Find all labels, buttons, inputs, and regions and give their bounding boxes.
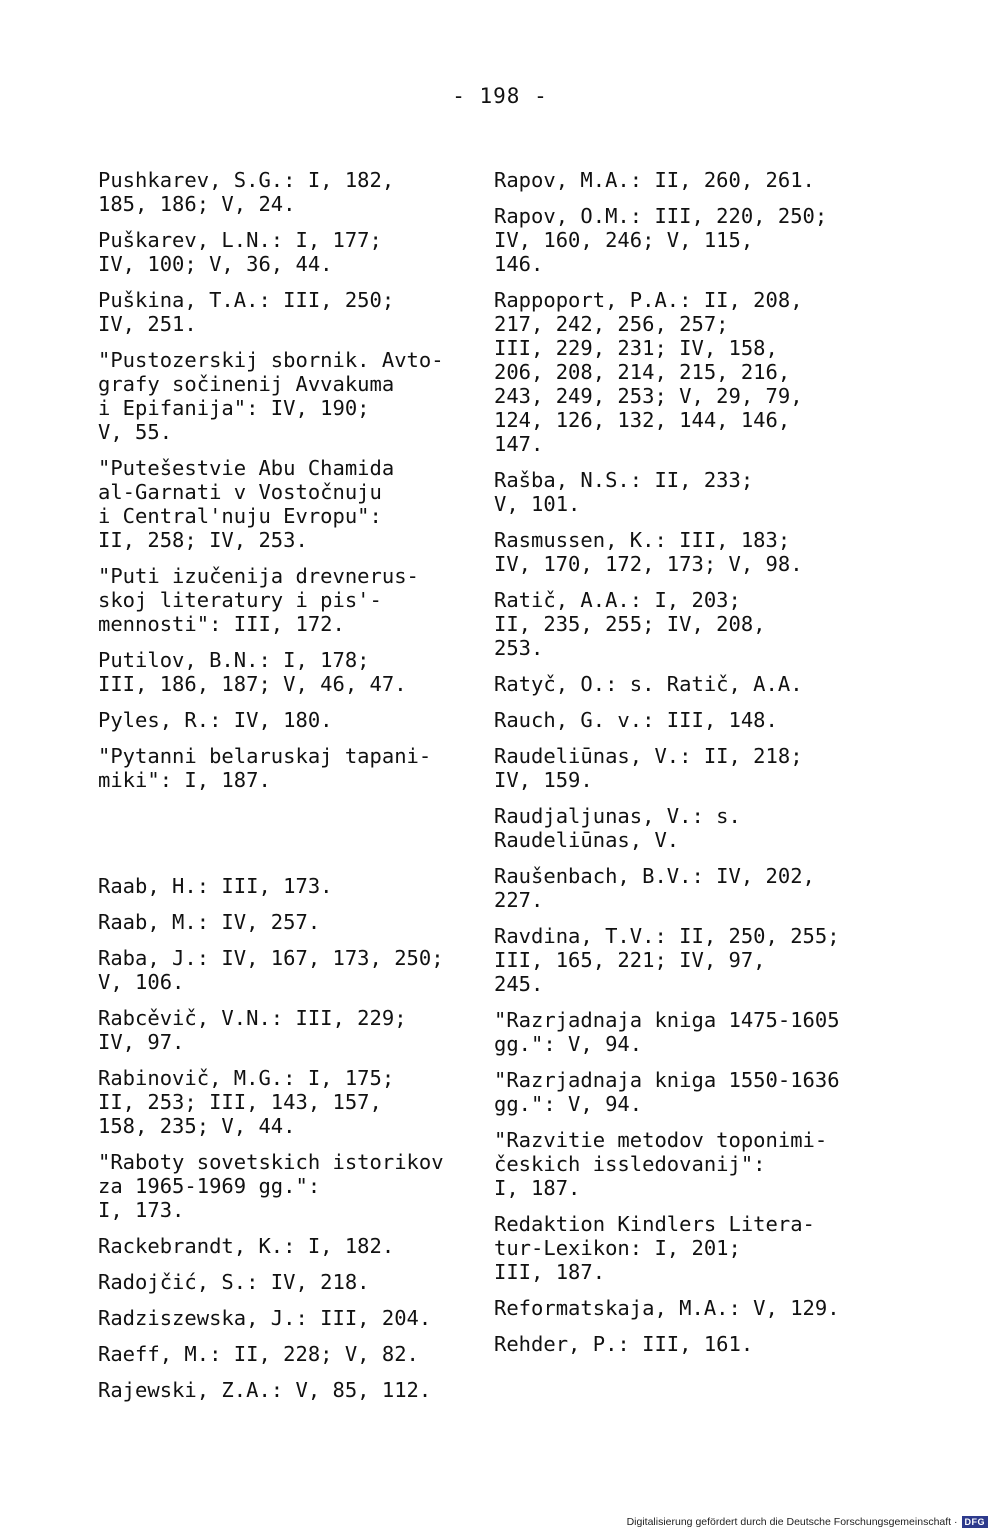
index-entry-line: IV, 97. bbox=[98, 1030, 185, 1054]
index-entry bbox=[98, 874, 488, 898]
index-entry-line: III, 186, 187; V, 46, 47. bbox=[98, 672, 407, 696]
index-entry bbox=[98, 228, 488, 276]
index-entry-line: IV, 160, 246; V, 115, bbox=[494, 228, 754, 252]
index-entry-line: Reformatskaja, M.A.: V, 129. bbox=[494, 1296, 840, 1320]
index-entry-line: Ratič, A.A.: I, 203; bbox=[494, 588, 741, 612]
index-entry bbox=[98, 744, 488, 792]
index-entry bbox=[494, 804, 904, 852]
index-entry-line: II, 235, 255; IV, 208, bbox=[494, 612, 766, 636]
index-entry-line: Rauch, G. v.: III, 148. bbox=[494, 708, 778, 732]
index-entry-line: "Putešestvie Abu Chamida bbox=[98, 456, 395, 480]
page-number: - 198 - bbox=[452, 84, 548, 108]
index-entry-line: gg.": V, 94. bbox=[494, 1032, 643, 1056]
index-entry bbox=[98, 1006, 488, 1054]
index-entry-line: V, 101. bbox=[494, 492, 581, 516]
index-entry bbox=[98, 1306, 488, 1330]
index-entry-line: Puškina, T.A.: III, 250; bbox=[98, 288, 395, 312]
index-entry-line: 146. bbox=[494, 252, 544, 276]
index-entry-line: V, 106. bbox=[98, 970, 185, 994]
index-entry-line: Pyles, R.: IV, 180. bbox=[98, 708, 333, 732]
index-entry bbox=[98, 648, 488, 696]
index-entry bbox=[494, 744, 904, 792]
index-entry-line: Raeff, M.: II, 228; V, 82. bbox=[98, 1342, 419, 1366]
index-entry-line: skoj literatury i pis'- bbox=[98, 588, 382, 612]
index-entry-line: "Razrjadnaja kniga 1550-1636 bbox=[494, 1068, 840, 1092]
index-column-left bbox=[98, 168, 488, 1414]
index-entry-line: Putilov, B.N.: I, 178; bbox=[98, 648, 370, 672]
index-entry-line: "Pytanni belaruskaj tapani- bbox=[98, 744, 432, 768]
index-entry-line: 147. bbox=[494, 432, 544, 456]
index-entry-line: IV, 159. bbox=[494, 768, 593, 792]
index-entry-line: 158, 235; V, 44. bbox=[98, 1114, 296, 1138]
index-entry-line: Puškarev, L.N.: I, 177; bbox=[98, 228, 382, 252]
index-entry-line: II, 258; IV, 253. bbox=[98, 528, 308, 552]
index-entry-line: mennosti": III, 172. bbox=[98, 612, 345, 636]
index-entry-line: 253. bbox=[494, 636, 544, 660]
index-entry bbox=[98, 456, 488, 552]
index-entry bbox=[98, 1378, 488, 1402]
index-entry-line: 243, 249, 253; V, 29, 79, bbox=[494, 384, 803, 408]
index-entry-line: IV, 100; V, 36, 44. bbox=[98, 252, 333, 276]
index-entry-line: II, 253; III, 143, 157, bbox=[98, 1090, 382, 1114]
index-entry bbox=[494, 288, 904, 456]
index-entry-line: IV, 251. bbox=[98, 312, 197, 336]
index-entry-line: Rapov, O.M.: III, 220, 250; bbox=[494, 204, 828, 228]
digitization-footer bbox=[627, 1516, 988, 1528]
index-entry-line: Rasmussen, K.: III, 183; bbox=[494, 528, 791, 552]
index-entry-line: gg.": V, 94. bbox=[494, 1092, 643, 1116]
index-entry bbox=[494, 1332, 904, 1356]
index-entry bbox=[494, 468, 904, 516]
index-entry bbox=[98, 1066, 488, 1138]
index-entry-line: i Central'nuju Evropu": bbox=[98, 504, 382, 528]
index-entry-line: miki": I, 187. bbox=[98, 768, 271, 792]
index-entry-line: al-Garnati v Vostočnuju bbox=[98, 480, 382, 504]
footer-text: Digitalisierung gefördert durch die Deutsche Forschungsgemeinschaft · bbox=[626, 1516, 958, 1528]
index-group-r-continued bbox=[494, 168, 904, 1356]
index-entry bbox=[494, 708, 904, 732]
index-entry bbox=[98, 910, 488, 934]
letter-gap bbox=[98, 804, 488, 874]
index-group-r bbox=[98, 874, 488, 1402]
index-entry-line: Raudeliūnas, V.: II, 218; bbox=[494, 744, 803, 768]
index-entry-line: Raba, J.: IV, 167, 173, 250; bbox=[98, 946, 444, 970]
index-entry-line: Ravdina, T.V.: II, 250, 255; bbox=[494, 924, 840, 948]
index-entry-line: Raudeliūnas, V. bbox=[494, 828, 680, 852]
index-entry bbox=[494, 1128, 904, 1200]
index-entry bbox=[98, 708, 488, 732]
index-entry-line: Rašba, N.S.: II, 233; bbox=[494, 468, 754, 492]
index-entry-line: Rajewski, Z.A.: V, 85, 112. bbox=[98, 1378, 432, 1402]
index-entry-line: Rappoport, P.A.: II, 208, bbox=[494, 288, 803, 312]
index-entry-line: I, 173. bbox=[98, 1198, 185, 1222]
index-entry-line: Redaktion Kindlers Litera- bbox=[494, 1212, 815, 1236]
index-entry bbox=[494, 864, 904, 912]
index-entry-line: III, 165, 221; IV, 97, bbox=[494, 948, 766, 972]
index-group-p bbox=[98, 168, 488, 792]
index-entry-line: Raudjaljunas, V.: s. bbox=[494, 804, 741, 828]
index-entry bbox=[98, 1150, 488, 1222]
index-entry-line: 217, 242, 256, 257; bbox=[494, 312, 729, 336]
index-entry-line: 227. bbox=[494, 888, 544, 912]
index-entry-line: "Puti izučenija drevnerus- bbox=[98, 564, 419, 588]
index-entry bbox=[98, 1270, 488, 1294]
index-entry-line: Raušenbach, B.V.: IV, 202, bbox=[494, 864, 815, 888]
index-entry bbox=[494, 1296, 904, 1320]
index-entry bbox=[98, 946, 488, 994]
index-entry-line: "Razvitie metodov toponimi- bbox=[494, 1128, 828, 1152]
index-entry bbox=[494, 1212, 904, 1284]
index-entry bbox=[98, 168, 488, 216]
index-entry-line: Raab, M.: IV, 257. bbox=[98, 910, 321, 934]
index-column-right bbox=[494, 168, 904, 1368]
index-entry-line: tur-Lexikon: I, 201; bbox=[494, 1236, 741, 1260]
index-entry-line: III, 187. bbox=[494, 1260, 606, 1284]
index-entry-line: V, 55. bbox=[98, 420, 173, 444]
index-entry bbox=[494, 528, 904, 576]
index-entry-line: "Raboty sovetskich istorikov bbox=[98, 1150, 444, 1174]
dfg-logo: DFG bbox=[962, 1516, 989, 1528]
index-entry-line: I, 187. bbox=[494, 1176, 581, 1200]
index-entry-line: českich issledovanij": bbox=[494, 1152, 766, 1176]
index-entry bbox=[494, 924, 904, 996]
index-entry bbox=[98, 1342, 488, 1366]
index-entry-line: grafy sočinenij Avvakuma bbox=[98, 372, 395, 396]
index-entry-line: Rapov, M.A.: II, 260, 261. bbox=[494, 168, 815, 192]
index-entry-line: "Razrjadnaja kniga 1475-1605 bbox=[494, 1008, 840, 1032]
index-entry-line: za 1965-1969 gg.": bbox=[98, 1174, 321, 1198]
index-entry bbox=[494, 672, 904, 696]
index-entry-line: Rabinovič, M.G.: I, 175; bbox=[98, 1066, 395, 1090]
index-entry bbox=[494, 1008, 904, 1056]
index-entry bbox=[494, 168, 904, 192]
index-entry-line: IV, 170, 172, 173; V, 98. bbox=[494, 552, 803, 576]
index-entry-line: 245. bbox=[494, 972, 544, 996]
index-entry-line: i Epifanija": IV, 190; bbox=[98, 396, 370, 420]
index-entry-line: Raab, H.: III, 173. bbox=[98, 874, 333, 898]
index-entry-line: Rabcěvič, V.N.: III, 229; bbox=[98, 1006, 407, 1030]
index-entry-line: III, 229, 231; IV, 158, bbox=[494, 336, 778, 360]
index-entry-line: 124, 126, 132, 144, 146, bbox=[494, 408, 791, 432]
index-entry bbox=[494, 204, 904, 276]
index-entry bbox=[98, 288, 488, 336]
index-entry-line: Rackebrandt, K.: I, 182. bbox=[98, 1234, 395, 1258]
index-entry bbox=[98, 348, 488, 444]
index-entry bbox=[98, 564, 488, 636]
index-entry-line: Rehder, P.: III, 161. bbox=[494, 1332, 754, 1356]
index-entry bbox=[494, 1068, 904, 1116]
index-entry bbox=[98, 1234, 488, 1258]
index-entry-line: 185, 186; V, 24. bbox=[98, 192, 296, 216]
index-entry-line: 206, 208, 214, 215, 216, bbox=[494, 360, 791, 384]
index-entry bbox=[494, 588, 904, 660]
index-entry-line: Ratyč, O.: s. Ratič, A.A. bbox=[494, 672, 803, 696]
index-entry-line: Radziszewska, J.: III, 204. bbox=[98, 1306, 432, 1330]
index-entry-line: "Pustozerskij sbornik. Avto- bbox=[98, 348, 444, 372]
index-entry-line: Radojčić, S.: IV, 218. bbox=[98, 1270, 370, 1294]
index-entry-line: Pushkarev, S.G.: I, 182, bbox=[98, 168, 395, 192]
